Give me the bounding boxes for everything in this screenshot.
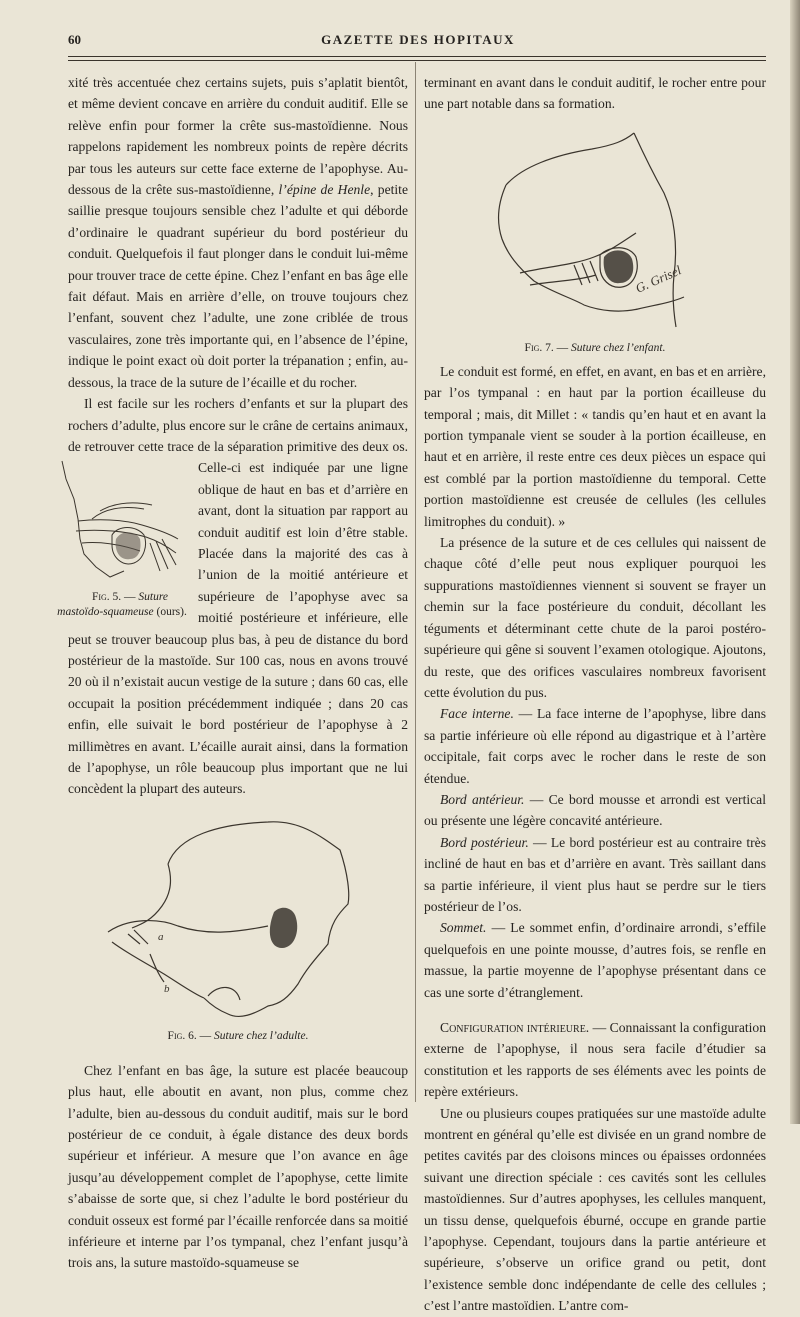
figure-5-drawing <box>52 459 192 584</box>
sommet-paragraph: Sommet. — Le sommet enfin, d’ordinaire arrondi, s’effile quelquefois en une pointe mousse, d’autres fois, se renfle en massue, la partie moyenne de l’apophyse présentant dans ce cas une sorte d’étranglement. <box>424 920 766 1000</box>
figure-6 <box>68 814 408 1054</box>
left-column <box>57 72 409 1274</box>
figure-5-caption: Fig. 5. — Suture mastoïdo-squameuse (ours). <box>57 591 187 619</box>
right-paragraph-3: La présence de la suture et de ces cellules qui naissent de chaque côté d’elle peut nous expliquer pourquoi les suppurations mastoïdiennes viennent si souvent se frayer un chemin sur la face postérieure du conduit, décollant les téguments et déterminant cette chute de la paroi postéro-supérieure qui gêne si souvent l’examen otologique. Ajoutons, du reste, que des orifices vasculaires nombreux favorisent cette évolution du pus. <box>424 535 766 700</box>
figure-5 <box>52 459 192 620</box>
column-divider <box>415 62 416 1102</box>
header-rule-top <box>68 56 766 57</box>
right-paragraph-1: terminant en avant dans le conduit auditif, le rocher entre pour une part notable dans sa formation. <box>424 75 766 112</box>
figure-6-label-a: a <box>158 930 164 943</box>
journal-title: GAZETTE DES HOPITAUX <box>321 32 515 47</box>
configuration-interieure-paragraph: Configuration intérieure. — Connaissant la configuration externe de l’apophyse, il nous sera facile d’étudier sa constitution et les rapports de ses éléments avec les points de repère extérieurs. <box>424 1020 767 1100</box>
header-rule-bottom <box>68 60 766 61</box>
page-header <box>68 30 768 50</box>
figure-7-signature: G. Grisel <box>633 262 684 296</box>
left-paragraph-3: Chez l’enfant en bas âge, la suture est placée beaucoup plus haut, elle aboutit en avant, non plus, comme chez l’adulte, bien au-dessous du conduit auditif, mais sur le bord postérieur de ce conduit, à égale distance des deux bords supérieur et inférieur. A mesure que l’on avance en âge jusqu’au développement complet de l’apophyse, cette limite s’abaisse de sorte que, si chez l’adulte le bord postérieur du conduit osseux est formé par l’écaille renforcée dans sa moitié inférieure et interne par l’os tympanal, chez l’enfant jusqu’à trois ans, la suture mastoïdo-squameuse se <box>68 1062 408 1271</box>
figure-6-caption: Fig. 6. — Suture chez l’adulte. <box>167 1029 309 1042</box>
figure-7-drawing <box>424 115 766 337</box>
face-interne-paragraph: Face interne. — La face interne de l’apophyse, libre dans sa partie inférieure où elle répond au digastrique et à l’artère occipitale, fait corps avec le rocher dans le reste de son étendue. <box>424 706 766 786</box>
bord-posterieur-paragraph: Bord postérieur. — Le bord postérieur est au contraire très incliné de haut en bas et d’arrière en avant. Très saillant dans sa partie inférieure, il vient plus haut se perdre sur le tiers postérieur de l’os. <box>424 834 766 914</box>
right-column <box>424 72 766 1317</box>
page-edge <box>790 0 800 1124</box>
left-paragraph-2: Il est facile sur les rochers d’enfants et sur la plupart des rochers d’adulte, plus encore sur le crâne de certains animaux, de retrouver cette trace de la séparation primitive Fig. 5. — Suture mastoïdo-squameuse (ours). des deux os. Celle-ci est indiquée par une ligne oblique de haut en bas et d’arrière en avant, dont la situation par rapport au conduit auditif est loin d’être stable. Placée dans la majorité des cas à l’union de la moitié antérieure et supérieure de l’apophyse avec sa moitié postérieure et inférieure, elle peut se trouver beaucoup plus bas, à peu de distance du bord postérieur de la mastoïde. Sur 100 cas, nous en avons trouvé 20 où il n’existait aucun vestige de la suture ; dans 60 cas, elle occupait la position précédemment indiquée ; dans 20 cas enfin, elle suivait le bord postérieur de l’apophyse à 2 millimètres en avant. L’écaille aurait ainsi, dans la formation de l’apophyse, un rôle beaucoup plus important que ne lui concèdent la plupart des auteurs. <box>68 393 408 800</box>
right-paragraph-2: Le conduit est formé, en effet, en avant, en bas et en arrière, par l’os tympanal : en haut par la portion écailleuse du temporal ; mais, dit Millet : « tandis qu’en haut et en avant la portion tympanale vient se souder à la portion écailleuse, en haut et en arrière, il reste entre ces deux pièces un espace qui est comblé par la portion mastoïdienne du temporal. Cette portion mastoïdienne est creusée de cellules (les cellules limitrophes du conduit). » <box>424 363 766 529</box>
figure-6-label-b: b <box>164 982 170 995</box>
figure-6-drawing <box>68 814 408 1029</box>
figure-7 <box>424 115 766 361</box>
left-paragraph-1: xité très accentuée chez certains sujets, puis s’aplatit bientôt, et même devient concave en arrière du conduit auditif. Elle se relève enfin pour former la crête sus-mastoïdienne. Nous rappelons rapidement les nombreux points de repère décrits par tous les auteurs sur cette face externe de l’apophyse. Au-dessous de la crête sus-mastoïdienne, l’épine de Henle, petite saillie presque toujours sensible chez l’adulte et qui déborde d’ordinaire le quadrant supérieur du bord postérieur du conduit. Quelquefois il faut plonger dans le conduit lui-même pour trouver trace de cette épine. Chez l’enfant en bas âge elle fait défaut. Mais en arrière d’elle, on trouve toujours chez l’enfant, souvent chez l’adulte, une zone criblée de trous vasculaires, zone très importante qui, en l’absence de l’épine, indique le point exact où doit porter la trépanation ; enfin, au-dessous, la trace de la suture de l’écaille et du rocher. <box>68 75 408 390</box>
figure-7-caption: Fig. 7. — Suture chez l’enfant. <box>524 341 666 354</box>
bord-anterieur-paragraph: Bord antérieur. — Ce bord mousse et arrondi est vertical ou présente une légère concavité antérieure. <box>424 791 766 829</box>
right-paragraph-last: Une ou plusieurs coupes pratiquées sur une mastoïde adulte montrent en général qu’elle est divisée en un grand nombre de petites cavités par des cloisons minces ou épaisses ordonnées suivant une direction spéciale : ces cavités sont les cellules mastoïdiennes. Sur d’autres apophyses, les cellules manquent, un tissu dense, quelquefois éburné, occupe en grande partie l’apophyse. Cependant, toujours dans la partie antérieure et supérieure, s’observe un orifice grand ou petit, dont l’existence semble donc indépendante de celle des cellules ; c’est l’antre mastoïdien. L’antre com- <box>424 1105 766 1314</box>
epine-de-henle: l’épine de Henle <box>278 182 371 198</box>
page-number: 60 <box>68 32 81 47</box>
